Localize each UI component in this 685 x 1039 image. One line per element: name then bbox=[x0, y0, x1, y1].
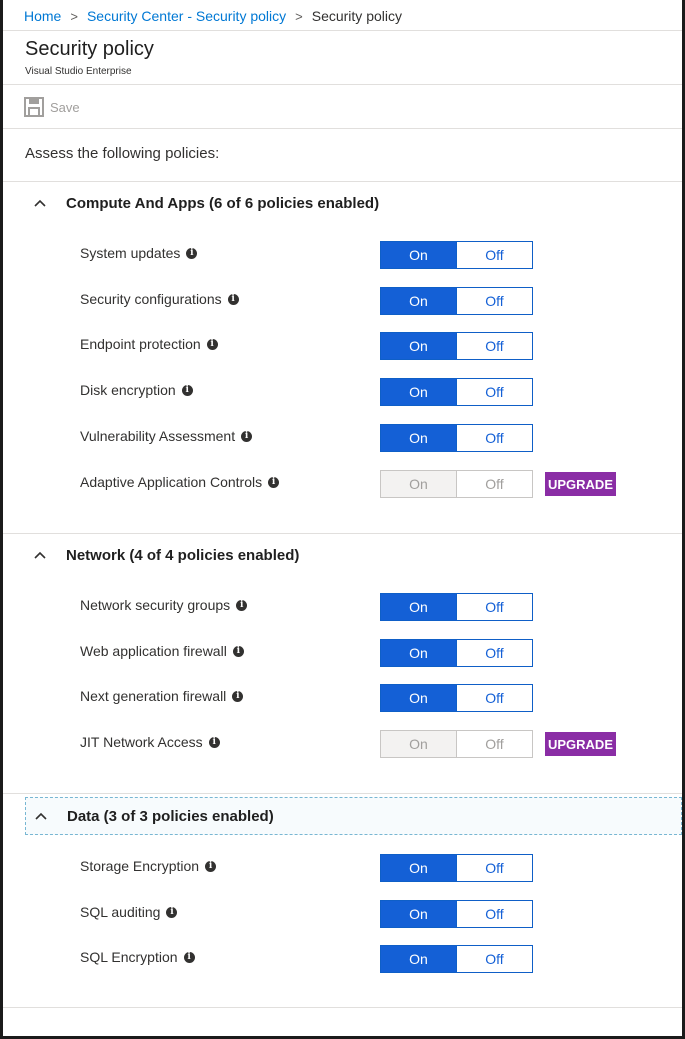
info-icon[interactable]: i bbox=[232, 691, 243, 702]
info-icon[interactable]: i bbox=[166, 907, 177, 918]
toggle-off-option[interactable]: Off bbox=[456, 855, 532, 881]
policy-name: System updates bbox=[80, 245, 181, 261]
policy-row-vulnerability-assessment bbox=[0, 424, 685, 452]
divider bbox=[3, 181, 682, 182]
info-icon[interactable]: i bbox=[209, 737, 220, 748]
breadcrumb-current: Security policy bbox=[311, 8, 402, 24]
info-icon[interactable]: i bbox=[241, 431, 252, 442]
divider bbox=[3, 30, 682, 31]
breadcrumb bbox=[24, 6, 402, 26]
breadcrumb-chevron-icon: > bbox=[70, 8, 78, 24]
section-title: Network (4 of 4 policies enabled) bbox=[66, 546, 300, 564]
toggle-off-option: Off bbox=[456, 731, 532, 757]
page-subtitle: Visual Studio Enterprise bbox=[25, 66, 132, 77]
policy-toggle[interactable] bbox=[380, 900, 533, 928]
policy-row-network-security-groups bbox=[0, 593, 685, 621]
chevron-up-icon bbox=[35, 812, 57, 820]
save-label: Save bbox=[50, 99, 80, 115]
policy-label bbox=[80, 474, 279, 490]
policy-row-web-application-firewall bbox=[0, 639, 685, 667]
toggle-off-option[interactable]: Off bbox=[456, 640, 532, 666]
policy-toggle[interactable] bbox=[380, 424, 533, 452]
page-title: Security policy bbox=[25, 38, 154, 60]
policy-toggle[interactable] bbox=[380, 684, 533, 712]
policy-row-next-generation-firewall bbox=[0, 684, 685, 712]
policy-label bbox=[80, 291, 239, 307]
toggle-on-option[interactable]: On bbox=[381, 855, 456, 881]
toggle-off-option[interactable]: Off bbox=[456, 594, 532, 620]
policy-name: Storage Encryption bbox=[80, 858, 200, 874]
policy-name: Vulnerability Assessment bbox=[80, 428, 236, 444]
policy-toggle[interactable] bbox=[380, 854, 533, 882]
policy-row-sql-auditing bbox=[0, 900, 685, 928]
policy-row-endpoint-protection bbox=[0, 332, 685, 360]
info-icon[interactable]: i bbox=[268, 477, 279, 488]
policy-row-disk-encryption bbox=[0, 378, 685, 406]
info-icon[interactable]: i bbox=[233, 646, 244, 657]
toggle-on-option[interactable]: On bbox=[381, 333, 456, 359]
toggle-on-option: On bbox=[381, 471, 456, 497]
info-icon[interactable]: i bbox=[184, 952, 195, 963]
policy-toggle[interactable] bbox=[380, 593, 533, 621]
divider bbox=[3, 1007, 682, 1008]
policy-toggle bbox=[380, 470, 533, 498]
policy-label bbox=[80, 428, 252, 444]
toggle-on-option[interactable]: On bbox=[381, 594, 456, 620]
breadcrumb-home-link[interactable]: Home bbox=[24, 8, 62, 24]
info-icon[interactable]: i bbox=[207, 339, 218, 350]
policy-label bbox=[80, 597, 247, 613]
section-header-1[interactable] bbox=[25, 184, 682, 222]
divider bbox=[3, 128, 682, 129]
chevron-up-icon bbox=[34, 199, 56, 207]
toggle-on-option[interactable]: On bbox=[381, 242, 456, 268]
policy-toggle[interactable] bbox=[380, 332, 533, 360]
toggle-on-option[interactable]: On bbox=[381, 425, 456, 451]
policy-name: Adaptive Application Controls bbox=[80, 474, 263, 490]
policy-row-sql-encryption bbox=[0, 945, 685, 973]
policy-row-jit-network-access bbox=[0, 730, 685, 758]
policy-toggle[interactable] bbox=[380, 639, 533, 667]
policy-label bbox=[80, 688, 243, 704]
policy-name: Network security groups bbox=[80, 597, 231, 613]
toggle-on-option[interactable]: On bbox=[381, 685, 456, 711]
section-title: Compute And Apps (6 of 6 policies enabled) bbox=[66, 194, 380, 212]
policy-name: JIT Network Access bbox=[80, 734, 203, 750]
info-icon[interactable]: i bbox=[205, 861, 216, 872]
toggle-off-option[interactable]: Off bbox=[456, 901, 532, 927]
toggle-off-option[interactable]: Off bbox=[456, 379, 532, 405]
toggle-off-option[interactable]: Off bbox=[456, 288, 532, 314]
section-divider bbox=[3, 793, 682, 794]
policy-toggle bbox=[380, 730, 533, 758]
toggle-on-option[interactable]: On bbox=[381, 640, 456, 666]
policy-label bbox=[80, 245, 197, 261]
toggle-off-option[interactable]: Off bbox=[456, 242, 532, 268]
upgrade-button[interactable]: UPGRADE bbox=[545, 732, 616, 756]
breadcrumb-security-center-link[interactable]: Security Center - Security policy bbox=[86, 8, 287, 24]
toggle-off-option[interactable]: Off bbox=[456, 946, 532, 972]
intro-text: Assess the following policies: bbox=[25, 145, 220, 162]
policy-row-storage-encryption bbox=[0, 854, 685, 882]
section-title: Data (3 of 3 policies enabled) bbox=[67, 807, 274, 825]
breadcrumb-chevron-icon: > bbox=[295, 8, 303, 24]
policy-label bbox=[80, 858, 216, 874]
toggle-on-option: On bbox=[381, 731, 456, 757]
toggle-on-option[interactable]: On bbox=[381, 288, 456, 314]
toggle-off-option[interactable]: Off bbox=[456, 425, 532, 451]
save-icon bbox=[24, 97, 44, 117]
chevron-up-icon bbox=[34, 551, 56, 559]
section-divider bbox=[3, 533, 682, 534]
policy-toggle[interactable] bbox=[380, 287, 533, 315]
toggle-off-option: Off bbox=[456, 471, 532, 497]
policy-toggle[interactable] bbox=[380, 241, 533, 269]
save-button[interactable] bbox=[24, 96, 80, 118]
policy-label bbox=[80, 949, 195, 965]
info-icon[interactable]: i bbox=[186, 248, 197, 259]
divider bbox=[3, 84, 682, 85]
policy-row-security-configurations bbox=[0, 287, 685, 315]
toggle-off-option[interactable]: Off bbox=[456, 333, 532, 359]
policy-name: Security configurations bbox=[80, 291, 222, 307]
policy-label bbox=[80, 904, 177, 920]
info-icon[interactable]: i bbox=[228, 294, 239, 305]
policy-name: Next generation firewall bbox=[80, 688, 227, 704]
policy-name: Endpoint protection bbox=[80, 336, 201, 352]
policy-toggle[interactable] bbox=[380, 945, 533, 973]
policy-name: SQL auditing bbox=[80, 904, 161, 920]
policy-label bbox=[80, 336, 218, 352]
policy-row-system-updates bbox=[0, 241, 685, 269]
policy-label bbox=[80, 382, 193, 398]
toggle-on-option[interactable]: On bbox=[381, 946, 456, 972]
policy-name: SQL Encryption bbox=[80, 949, 178, 965]
info-icon[interactable]: i bbox=[236, 600, 247, 611]
policy-label bbox=[80, 734, 220, 750]
policy-label bbox=[80, 643, 244, 659]
policy-name: Web application firewall bbox=[80, 643, 227, 659]
info-icon[interactable]: i bbox=[182, 385, 193, 396]
policy-toggle[interactable] bbox=[380, 378, 533, 406]
section-header-2[interactable] bbox=[25, 536, 682, 574]
policy-name: Disk encryption bbox=[80, 382, 176, 398]
section-header-3[interactable] bbox=[25, 797, 682, 835]
toggle-on-option[interactable]: On bbox=[381, 901, 456, 927]
toggle-off-option[interactable]: Off bbox=[456, 685, 532, 711]
toggle-on-option[interactable]: On bbox=[381, 379, 456, 405]
policy-row-adaptive-application-controls bbox=[0, 470, 685, 498]
upgrade-button[interactable]: UPGRADE bbox=[545, 472, 616, 496]
